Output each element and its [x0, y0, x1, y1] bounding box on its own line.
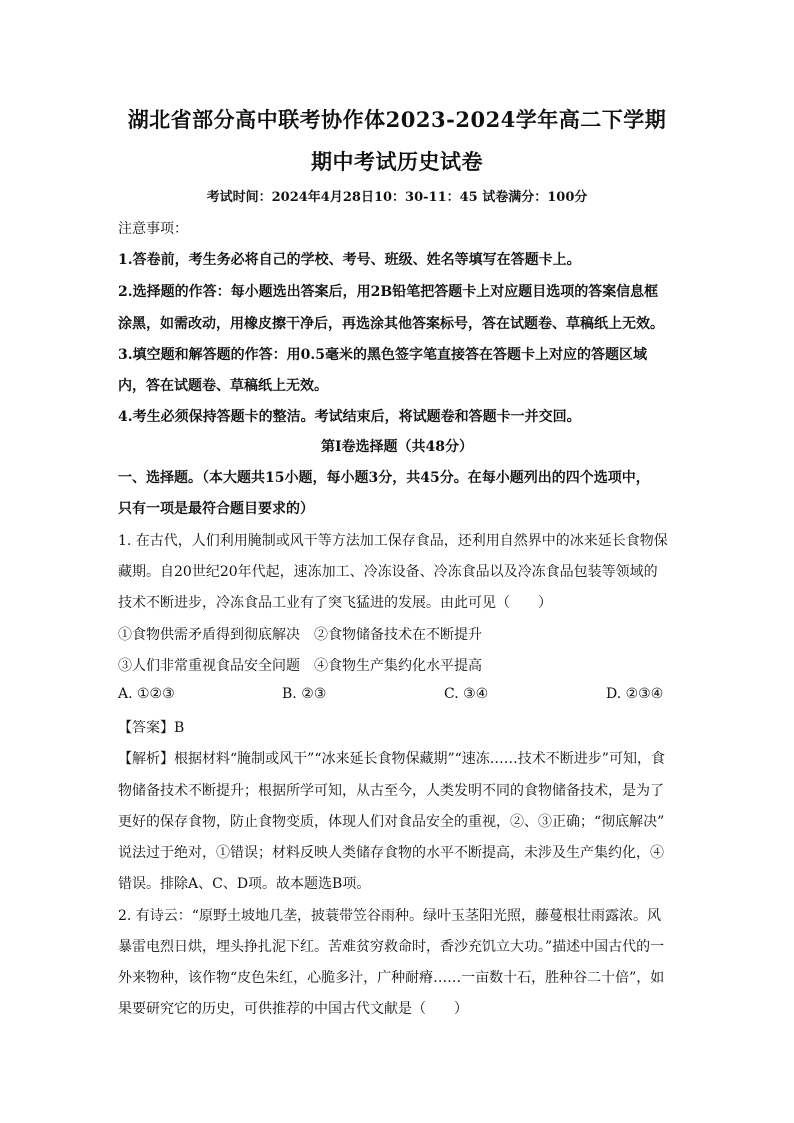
q1-stem-line: 藏期。自20世纪20年代起，速冻加工、冷冻设备、冷冻食品以及冷冻食品包装等领域的 [118, 564, 658, 580]
q2-stem-line: 暴雷电烈日烘，埋头挣扎泥下红。苦难贫穷救命时，香沙充饥立大功。”描述中国古代的一 [118, 939, 665, 955]
q1-analysis-line: 错误。排除A、C、D项。故本题选B项。 [118, 876, 371, 892]
q1-analysis-line: 说法过于绝对，①错误；材料反映人类储存食物的水平不断提高，未涉及生产集约化，④ [118, 845, 664, 861]
q2-stem-line: 果要研究它的历史，可供推荐的中国古代文献是（ ） [118, 1001, 468, 1017]
exam-title-line1: 湖北省部分高中联考协作体2023-2024学年高二下学期 [127, 107, 667, 132]
note-line: 涂黑，如需改动，用橡皮擦干净后，再选涂其他答案标号，答在试题卷、草稿纸上无效。 [118, 316, 664, 332]
q1-analysis-line: 【解析】根据材料“腌制或风干”“冰来延长食物保藏期”“速冻……技术不断进步”可知，食 [118, 751, 665, 767]
note-line: 内，答在试题卷、草稿纸上无效。 [118, 378, 328, 394]
section-title: 第Ⅰ卷选择题（共48分） [320, 439, 474, 455]
exam-info: 考试时间：2024年4月28日10：30-11：45 试卷满分：100分 [206, 190, 588, 205]
note-line: 1.答卷前，考生务必将自己的学校、考号、班级、姓名等填写在答题卡上。 [118, 252, 581, 268]
section-intro: 一、选择题。（本大题共15小题，每小题3分，共45分。在每小题列出的四个选项中， [118, 470, 650, 486]
notes-heading: 注意事项： [118, 221, 188, 237]
q1-answer: 【答案】B [118, 720, 185, 736]
exam-title-line2: 期中考试历史试卷 [311, 149, 483, 174]
q2-stem-line: 外来物种，该作物“皮色朱红，心脆多汁，广种耐瘠……一亩数十石，胜种谷二十倍”，如 [118, 970, 665, 986]
q1-statement: ③人们非常重视食品安全问题 ④食物生产集约化水平提高 [118, 658, 482, 674]
q1-option-c: C. ③④ [444, 686, 489, 702]
q1-statement: ①食物供需矛盾得到彻底解决 ②食物储备技术在不断提升 [118, 627, 482, 643]
q1-analysis-line: 更好的保存食物，防止食物变质，体现人们对食品安全的重视，②、③正确；“彻底解决” [118, 814, 665, 830]
note-line: 3.填空题和解答题的作答：用0.5毫米的黑色签字笔直接答在答题卡上对应的答题区域 [118, 347, 647, 363]
q2-stem-line: 2. 有诗云：“原野土坡地几垄，披蓑带笠谷雨种。绿叶玉茎阳光照，藤蔓根壮雨露浓。风 [118, 908, 661, 924]
q1-option-d: D. ②③④ [606, 686, 664, 702]
q1-stem-line: 1. 在古代，人们利用腌制或风干等方法加工保存食品，还利用自然界中的冰来延长食物保 [118, 533, 668, 549]
q1-option-a: A. ①②③ [118, 686, 175, 702]
q1-stem-line: 技术不断进步，冷冻食品工业有了突飞猛进的发展。由此可见（ ） [118, 595, 552, 611]
section-intro: 只有一项是最符合题目要求的） [118, 501, 314, 517]
note-line: 4.考生必须保持答题卡的整洁。考试结束后，将试题卷和答题卡一并交回。 [118, 409, 581, 425]
q1-option-b: B. ②③ [282, 686, 327, 702]
q1-analysis-line: 物储备技术不断提升；根据所学可知，从古至今，人类发明不同的食物储备技术，是为了 [118, 783, 664, 799]
note-line: 2.选择题的作答：每小题选出答案后，用2B铅笔把答题卡上对应题目选项的答案信息框 [118, 284, 659, 300]
